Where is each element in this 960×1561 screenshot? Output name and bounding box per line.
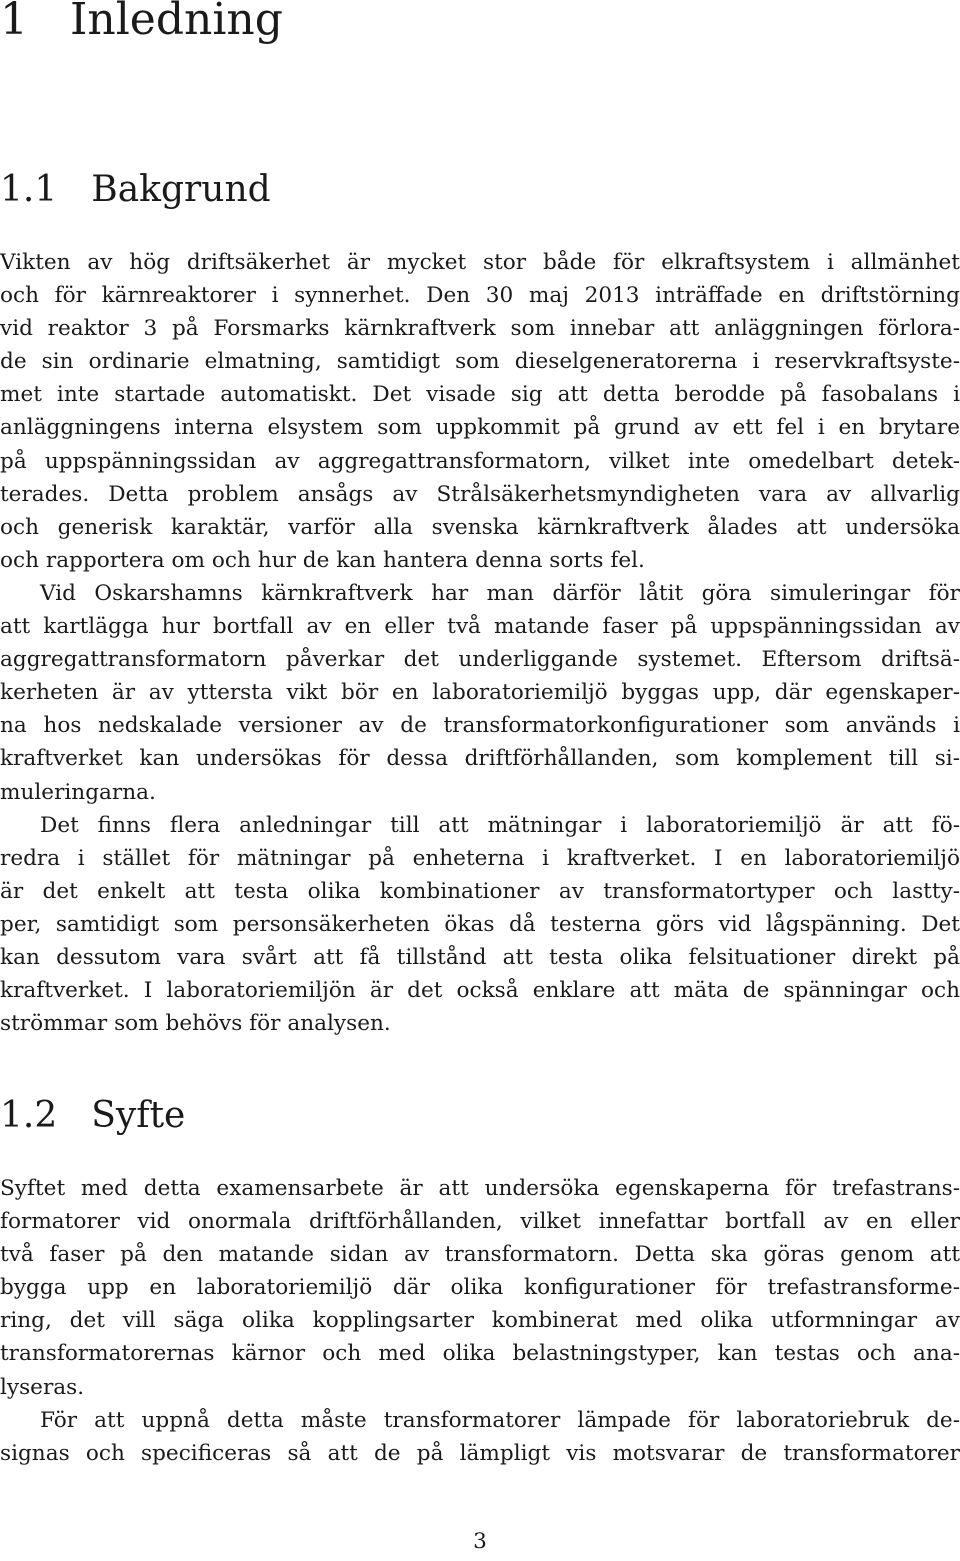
section-heading-syfte	[0, 1094, 185, 1137]
text-line: de sin ordinarie elmatning, samtidigt som dieselgeneratorerna i reservkraftsyste-	[0, 349, 960, 375]
section-title: Syfte	[91, 1095, 186, 1136]
text-line: är det enkelt att testa olika kombinationer av transformatortyper och lastty-	[0, 878, 960, 904]
chapter-number: 1	[0, 0, 28, 45]
text-line: Syftet med detta examensarbete är att undersöka egenskaperna för trefastrans-	[0, 1176, 960, 1201]
text-line: transformatorernas kärnor och med olika belastningstyper, kan testas och ana-	[0, 1341, 960, 1367]
text-line: kerheten är av yttersta vikt bör en laboratoriemiljö byggas upp, där egenskaper-	[0, 680, 960, 706]
text-line: met inte startade automatiskt. Det visade sig att detta berodde på fasobalans i	[0, 382, 960, 408]
text-line: strömmar som behövs för analysen.	[0, 1011, 391, 1037]
text-line: formatorer vid onormala driftförhållanden, vilket innefattar bortfall av en eller	[0, 1209, 960, 1235]
text-line: och generisk karaktär, varför alla svenska kärnkraftverk ålades att undersöka	[0, 514, 960, 540]
text-line: anläggningens interna elsystem som uppkommit på grund av ett fel i en brytare	[0, 415, 960, 441]
section-body-syfte	[0, 1172, 960, 1470]
text-line: och för kärnreaktorer i synnerhet. Den 30 maj 2013 inträffade en driftstörning	[0, 283, 960, 309]
page-number: 3	[473, 1529, 487, 1554]
text-line: två faser på den matande sidan av transformatorn. Detta ska göras genom att	[0, 1242, 960, 1268]
text-line: kan dessutom vara svårt att få tillstånd att testa olika felsituationer direkt på	[0, 944, 960, 970]
text-line: na hos nedskalade versioner av de transformatorkonfigurationer som används i	[0, 713, 960, 739]
section-number: 1.2	[0, 1095, 58, 1136]
text-line: aggregattransformatorn påverkar det underliggande systemet. Eftersom driftsä-	[0, 647, 960, 673]
chapter-title: Inledning	[70, 0, 283, 45]
text-line: per, samtidigt som personsäkerheten ökas då testerna görs vid lågspänning. Det	[0, 911, 960, 937]
text-line: kraftverket. I laboratoriemiljön är det också enklare att mäta de spänningar och	[0, 978, 960, 1004]
text-line: och rapportera om och hur de kan hantera denna sorts fel.	[0, 547, 645, 573]
text-line: muleringarna.	[0, 779, 156, 805]
text-line: Vikten av hög driftsäkerhet är mycket stor både för elkraftsystem i allmänhet	[0, 250, 960, 275]
chapter-heading	[0, 0, 283, 47]
section-heading-bakgrund	[0, 168, 271, 211]
text-line: För att uppnå detta måste transformatorer lämpade för laboratoriebruk de-	[40, 1407, 960, 1433]
text-line: signas och specificeras så att de på lämpligt vis motsvarar de transformatorer	[0, 1440, 960, 1466]
text-line: ring, det vill säga olika kopplingsarter kombinerat med olika utformningar av	[0, 1308, 960, 1334]
text-line: terades. Detta problem ansågs av Strålsäkerhetsmyndigheten vara av allvarlig	[0, 481, 960, 507]
text-line: redra i stället för mätningar på enheterna i kraftverket. I en laboratoriemiljö	[0, 845, 960, 871]
section-number: 1.1	[0, 169, 58, 210]
text-line: vid reaktor 3 på Forsmarks kärnkraftverk som innebar att anläggningen förlora-	[0, 316, 960, 342]
section-body-bakgrund	[0, 246, 960, 1040]
section-title: Bakgrund	[91, 169, 271, 210]
text-line: på uppspänningssidan av aggregattransformatorn, vilket inte omedelbart detek-	[0, 448, 960, 474]
text-line: Det finns flera anledningar till att mätningar i laboratoriemiljö är att fö-	[40, 812, 960, 838]
text-line: Vid Oskarshamns kärnkraftverk har man därför låtit göra simuleringar för	[40, 580, 960, 606]
text-line: kraftverket kan undersökas för dessa driftförhållanden, som komplement till si-	[0, 746, 960, 772]
text-line: lyseras.	[0, 1374, 85, 1400]
text-line: att kartlägga hur bortfall av en eller två matande faser på uppspänningssidan av	[0, 614, 960, 640]
text-line: bygga upp en laboratoriemiljö där olika konfigurationer för trefastransforme-	[0, 1275, 960, 1301]
